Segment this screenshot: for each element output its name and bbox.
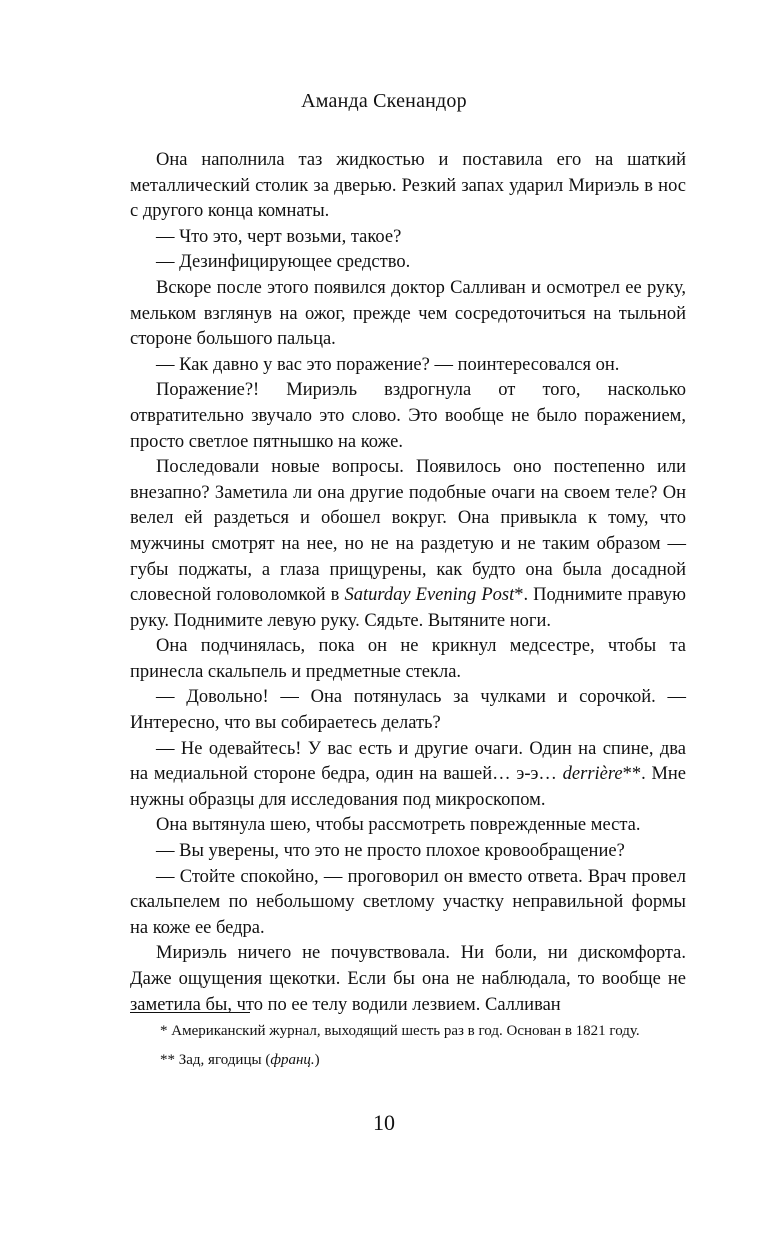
footnote-abbrev: франц. [270, 1052, 315, 1068]
footnotes [130, 1020, 686, 1072]
paragraph: — Как давно у вас это поражение? — поинтересовался он. [156, 354, 620, 375]
paragraph: Мириэль ничего не почувствовала. Ни боли, ни дискомфорта. Даже ощущения щекотки. Если бы она не наблюдала, то вообще не заметила бы, что по ее телу водили лезвием. Салливан [130, 943, 686, 1015]
text-run: ** Зад, ягодицы ( [160, 1052, 271, 1068]
page-number: 10 [373, 1110, 395, 1135]
text-run: Последовали новые вопросы. Появилось оно постепенно или внезапно? Заметила ли она другие подобные очаги на своем теле? Он велел ей раздеться и обошел вокруг. Она привыкла к тому, что мужчины смотрят на нее, но не на раздетую и не таким образом — губы поджаты, а глаза прищурены, как будто она была досадной словесной головоломкой в [130, 457, 686, 606]
paragraph [130, 455, 686, 634]
magazine-title: Saturday Evening Post [344, 585, 515, 606]
paragraph: Вскоре после этого появился доктор Салливан и осмотрел ее руку, мельком взглянув на ожог, прежде чем сосредоточиться на тыльной стороне большого пальца. [130, 277, 686, 350]
footnote [130, 1049, 686, 1072]
paragraph: — Что это, черт возьми, такое? [156, 226, 402, 247]
running-head: Аманда Скенандор [301, 90, 467, 112]
footnote: * Американский журнал, выходящий шесть раз в год. Основан в 1821 году. [160, 1023, 640, 1039]
text-run: *. Поднимите правую руку. Поднимите левую руку. Сядьте. Вытяните ноги. [130, 585, 686, 631]
body-text [130, 148, 686, 1018]
text-run: ) [314, 1052, 320, 1068]
paragraph: — Вы уверены, что это не просто плохое кровообращение? [156, 841, 625, 862]
paragraph: Она подчинялась, пока он не крикнул медсестре, чтобы та принесла скальпель и предметные стекла. [130, 636, 686, 682]
paragraph: — Довольно! — Она потянулась за чулками и сорочкой. — Интересно, что вы собираетесь делать? [130, 687, 686, 734]
paragraph: Она вытянула шею, чтобы рассмотреть поврежденные места. [156, 815, 641, 836]
paragraph [130, 737, 686, 814]
paragraph: Поражение?! Мириэль вздрогнула от того, насколько отвратительно звучало это слово. Это вообще не было поражением, просто светлое пятнышко на коже. [130, 380, 686, 452]
foreign-word: derrière [562, 764, 623, 785]
text-run: — Не одевайтесь! У вас есть и другие очаги. Один на спине, два на медиальной стороне бедра, один на вашей… э-э… [130, 738, 686, 785]
footnote-divider [130, 1012, 250, 1013]
paragraph: Она наполнила таз жидкостью и поставила его на шаткий металлический столик за дверью. Резкий запах ударил Мириэль в нос с другого конца комнаты. [130, 150, 686, 222]
text-run: **. Мне нужны образцы для исследования под микроскопом. [130, 764, 687, 810]
paragraph: — Стойте спокойно, — проговорил он вместо ответа. Врач провел скальпелем по небольшому светлому участку неправильной формы на коже ее бедра. [130, 866, 686, 938]
paragraph: — Дезинфицирующее средство. [156, 252, 411, 273]
